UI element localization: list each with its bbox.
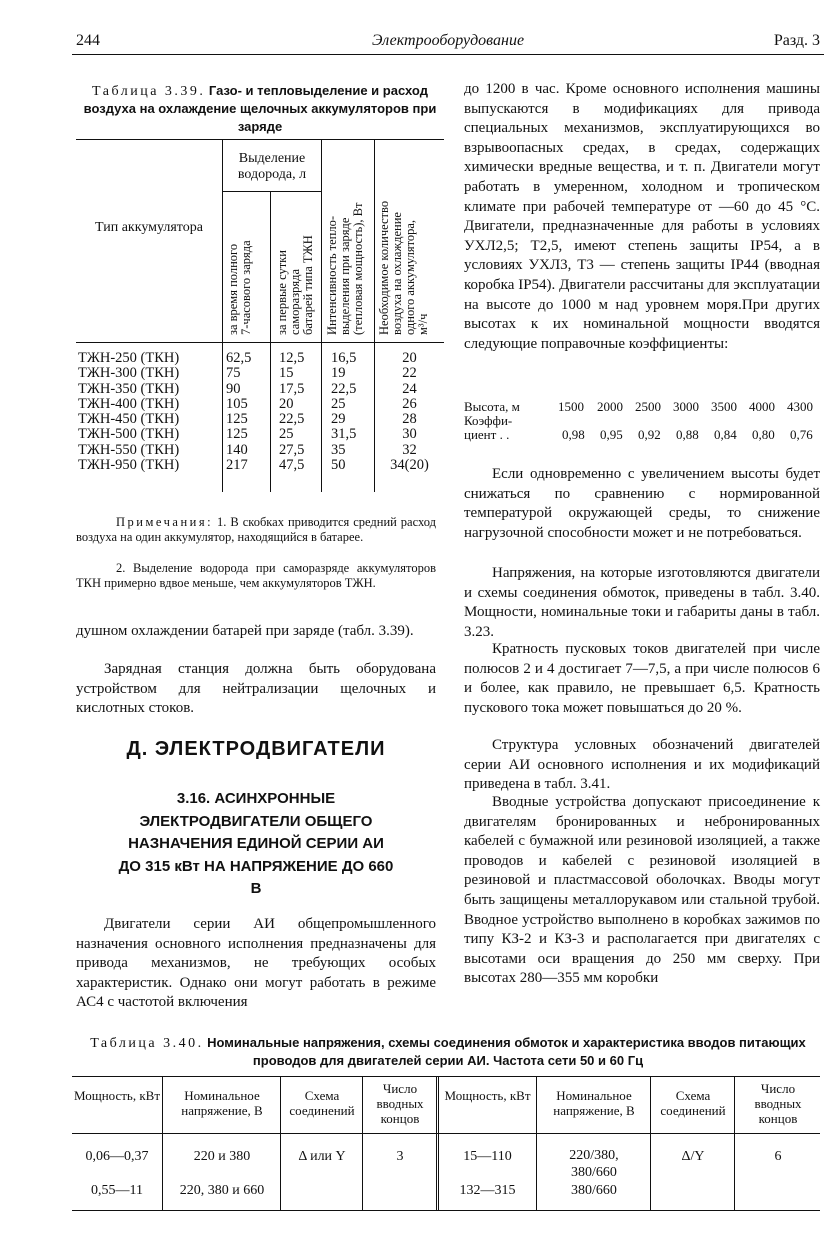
height-value: 3000 — [673, 399, 699, 414]
heat-column — [331, 351, 374, 473]
table-39-note-2: 2. Выделение водорода при саморазряде аккумуляторов ТКН примерно вдвое меньше, чем аккумуляторов ТЖН. — [76, 561, 436, 590]
height-value: 2000 — [597, 399, 623, 414]
header-ends: Число вводных концов — [376, 1081, 424, 1126]
table-row-type: ТЖН-550 (ТКН) — [78, 441, 180, 458]
table-cell: 125 — [226, 411, 248, 428]
table-cell: 132—315 — [459, 1183, 516, 1198]
page-number: 244 — [76, 32, 100, 49]
type-column — [78, 351, 220, 473]
table-cell: 22,5 — [279, 411, 305, 428]
table-cell: 220, 380 и 660 — [179, 1183, 265, 1198]
table-cell: 16,5 — [331, 350, 357, 366]
full-charge-column — [226, 351, 270, 473]
table-row-type: ТЖН-450 (ТКН) — [78, 411, 180, 428]
coefficient-value: 0,92 — [638, 427, 661, 442]
table-40 — [72, 1076, 820, 1211]
height-value: 3500 — [711, 399, 737, 414]
table-cell: 0,06—0,37 — [85, 1149, 149, 1164]
table-cell: Δ/Y — [681, 1149, 705, 1164]
coefficient-value: 0,80 — [752, 427, 775, 442]
table-row-type: ТЖН-300 (ТКН) — [78, 365, 180, 382]
self-discharge-column — [279, 351, 321, 473]
height-value: 2500 — [635, 399, 661, 414]
header-voltage: Номинальное напряжение, В — [181, 1088, 263, 1118]
table-cell: 22 — [402, 365, 417, 382]
table-row-type: ТЖН-400 (ТКН) — [78, 395, 180, 412]
table-cell: 22,5 — [331, 380, 357, 397]
table-cell: 20 — [279, 395, 294, 412]
table-cell: 34(20) — [390, 457, 429, 474]
table-cell: 32 — [402, 441, 417, 458]
table-cell: 29 — [331, 411, 346, 428]
height-value: 4300 — [787, 399, 813, 414]
table-cell: 105 — [226, 395, 248, 412]
table-cell: Δ или Y — [298, 1149, 346, 1164]
header-ends: Число вводных концов — [754, 1081, 802, 1126]
column-heat-header: Интенсивность тепло- выделения при заряде (тепловая мощность), Вт — [325, 202, 365, 335]
table-cell: 24 — [402, 380, 417, 397]
table-cell: 380/660 — [571, 1165, 617, 1180]
right-paragraph-5: Структура условных обозначений двигателей серии АИ основного исполнения и их модификаций приведена в табл. 3.41. — [464, 737, 820, 793]
height-value: 1500 — [558, 399, 584, 414]
table-cell: 125 — [226, 426, 248, 443]
right-paragraph-1: до 1200 в час. Кроме основного исполнения машины выпускаются в модификациях для привода специальных механизмов, эксплуатирующихся во взрывоопасных средах, в средах, содержащих химически вредные вещества, и т. п. Двигатели могут работать в умеренном, холодном и тропическом климате при рабочей температуре от —60 до 45 °С. Двигатели, предназначенные для работы в условиях УХЛ2,5; Т2,5, имеют степень защиты IP54, а в условиях УХЛ3, Т3 — степень защиты IP44 (вводная коробка IP54). Двигатели рассчитаны для эксплуатации на высоте до 1000 м над уровнем моря.При других высотах к их номинальной мощности вводятся следующие поправочные коэффициенты: — [464, 81, 820, 352]
section-label: Разд. 3 — [773, 32, 820, 49]
table-cell: 20 — [402, 350, 417, 366]
table-cell: 217 — [226, 457, 248, 474]
table-cell: 3 — [396, 1149, 404, 1164]
table-cell: 26 — [402, 395, 417, 412]
table-cell: 140 — [226, 441, 248, 458]
table-cell: 30 — [402, 426, 417, 443]
column-self-discharge-header: за первые сутки саморазряда батарей типа ТЖН — [275, 235, 315, 335]
table-row-type: ТЖН-350 (ТКН) — [78, 380, 180, 397]
column-hydrogen-header: Выделение водорода, л — [237, 151, 307, 182]
air-column — [375, 351, 444, 473]
running-title: Электрооборудование — [371, 32, 525, 49]
table-39 — [76, 139, 444, 492]
table-cell: 27,5 — [279, 441, 305, 458]
right-paragraph-2: Если одновременно с увеличением высоты будет снижаться по сравнению с нормированной температурой окружающей среды, то снижение нагрузочной способности может и не потребоваться. — [464, 466, 820, 541]
column-full-charge-header: за время полного 7-часового заряда — [226, 240, 253, 335]
table-cell: 35 — [331, 441, 346, 458]
table-cell: 220/380, — [569, 1148, 619, 1163]
table-cell: 31,5 — [331, 426, 357, 443]
table-40-caption: Таблица 3.40. Номинальные напряжения, схемы соединения обмоток и характеристика вводов питающих проводов для двигателей серии АИ. Частота сети 50 и 60 Гц — [90, 1035, 806, 1068]
left-paragraph-1: душном охлаждении батарей при заряде (табл. 3.39). — [76, 623, 414, 639]
chapter-heading: Д. ЭЛЕКТРОДВИГАТЕЛИ — [126, 738, 386, 760]
table-cell: 0,55—11 — [91, 1183, 143, 1198]
table-cell: 19 — [331, 365, 346, 382]
table-cell: 75 — [226, 365, 241, 382]
right-paragraph-6: Вводные устройства допускают присоединение к двигателям бронированных и небронированных кабелей с бумажной или резиновой изоляцией, а также проводов и кабелей с резиновой изоляцией в резиновой и пластмассовой оболочках. Вводы могут быть защищены металлорукавом или стальной трубой. Вводное устройство выполнено в коробках зажимов по типу КЗ-2 и КЗ-3 и располагается при двигателях с высотами оси вращения до 250 мм сверху. При высотах 280—355 мм коробки — [464, 794, 820, 987]
table-cell: 62,5 — [226, 350, 252, 366]
table-cell: 50 — [331, 457, 346, 474]
table-cell: 90 — [226, 380, 241, 397]
table-cell: 17,5 — [279, 380, 305, 397]
running-header — [72, 28, 824, 55]
table-cell: 25 — [331, 395, 346, 412]
table-39-caption: Таблица 3.39. Газо- и тепловыделение и расход воздуха на охлаждение щелочных аккумуляторов при заряде — [83, 83, 437, 134]
column-air-header: Необходимое количество воздуха на охлаждение одного аккумулятора, м³/ч — [377, 200, 430, 335]
coefficient-value: 0,95 — [600, 427, 623, 442]
table-row-type: ТЖН-500 (ТКН) — [78, 426, 180, 443]
height-label: Высота, м — [464, 399, 520, 414]
table-cell: 15 — [279, 365, 294, 382]
header-voltage: Номинальное напряжение, В — [553, 1088, 635, 1118]
table-cell: 380/660 — [571, 1183, 617, 1198]
header-power: Мощность, кВт — [73, 1088, 161, 1103]
section-heading: 3.16. АСИНХРОННЫЕ ЭЛЕКТРОДВИГАТЕЛИ ОБЩЕГО НАЗНАЧЕНИЯ ЕДИНОЙ СЕРИИ АИ ДО 315 кВт НА НАПРЯЖЕНИЕ ДО 660 В — [118, 790, 394, 897]
table-cell: 12,5 — [279, 350, 305, 366]
left-paragraph-3: Двигатели серии АИ общепромышленного назначения основного исполнения предназначены для привода механизмов, не требующих особых характеристик. Однако они могут работать в режиме АС4 с частотой включения — [76, 916, 436, 1011]
table-row-type: ТЖН-250 (ТКН) — [78, 350, 180, 366]
coefficient-value: 0,84 — [714, 427, 737, 442]
table-row-type: ТЖН-950 (ТКН) — [78, 457, 180, 474]
table-cell: 6 — [774, 1149, 782, 1164]
right-paragraph-3: Напряжения, на которые изготовляются двигатели и схемы соединения обмоток, приведены в табл. 3.40. Мощности, номинальные токи и габариты даны в табл. 3.23. — [464, 565, 820, 640]
header-scheme: Схема соединений — [660, 1088, 726, 1118]
coefficient-label: Коэффи- — [464, 413, 513, 428]
header-scheme: Схема соединений — [289, 1088, 355, 1118]
table-cell: 220 и 380 — [193, 1149, 251, 1164]
column-type-header: Тип аккумулятора — [95, 220, 203, 235]
table-cell: 25 — [279, 426, 294, 443]
table-cell: 28 — [402, 411, 417, 428]
coefficient-label: циент . . — [464, 427, 510, 442]
height-value: 4000 — [749, 399, 775, 414]
header-power: Мощность, кВт — [444, 1088, 531, 1103]
left-paragraph-2: Зарядная станция должна быть оборудована устройством для нейтрализации щелочных и кислотных стоков. — [76, 661, 436, 717]
table-cell: 15—110 — [463, 1149, 512, 1164]
table-cell: 47,5 — [279, 457, 305, 474]
right-paragraph-4: Кратность пусковых токов двигателей при числе полюсов 2 и 4 достигает 7—7,5, а при числе полюсов 6 и более, как правило, не превышает 6,5. Кратность пускового тока может повышаться до 20 %. — [464, 641, 820, 716]
coefficient-value: 0,76 — [790, 427, 813, 442]
coefficient-value: 0,98 — [562, 427, 585, 442]
table-39-note-1: Примечания: 1. В скобках приводится средний расход воздуха на один аккумулятор, находящийся в батарее. — [76, 515, 437, 544]
coefficient-value: 0,88 — [676, 427, 699, 442]
altitude-coefficients — [464, 400, 826, 442]
